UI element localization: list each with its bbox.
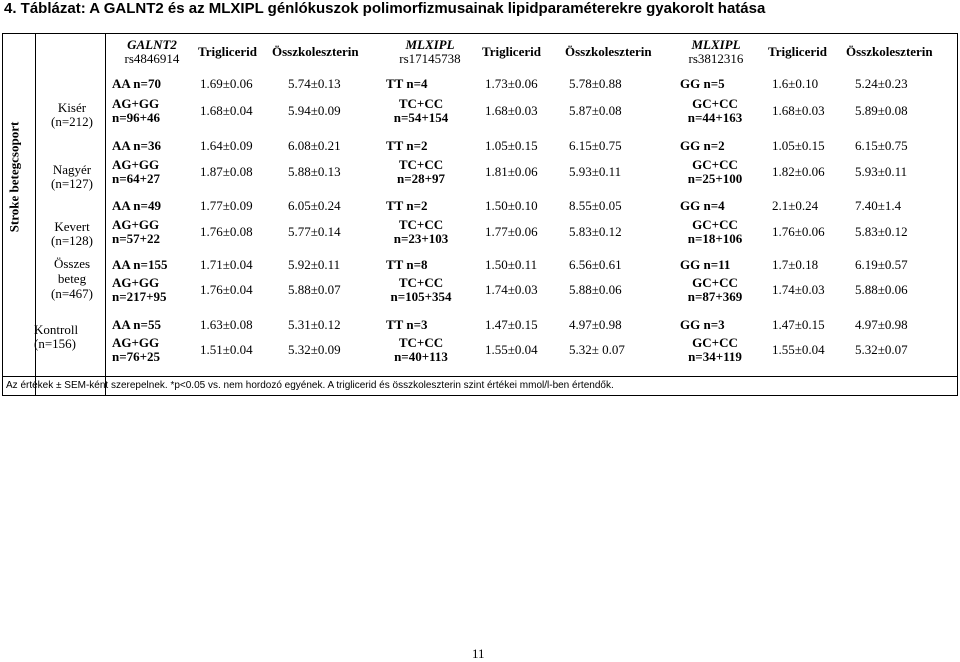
gene2-name: MLXIPL [405,37,455,52]
footnote-divider [2,376,958,377]
value-cell: 5.88±0.06 [855,282,908,297]
value-cell: 1.55±0.04 [772,342,825,357]
table-title: 4. Táblázat: A GALNT2 és az MLXIPL génlókuszok polimorfizmusainak lipidparaméterekre gyakorolt hatása [4,0,766,17]
value-cell: 1.81±0.06 [485,164,538,179]
value-cell: 1.64±0.09 [200,138,253,153]
col-chol-1: Összkoleszterin [272,44,359,59]
genotype-cell: TT n=2 [386,138,428,153]
genotype-cell: TC+CC n=54+154 [393,96,449,125]
value-cell: 1.77±0.06 [485,224,538,239]
genotype-cell: TT n=4 [386,76,428,91]
genotype-cell: GC+CC n=18+106 [687,217,743,246]
value-cell: 2.1±0.24 [772,198,819,213]
genotype-cell: GC+CC n=87+369 [687,275,743,304]
value-cell: 8.55±0.05 [569,198,622,213]
genotype-cell: GG n=3 [680,317,725,332]
value-cell: 5.88±0.07 [288,282,341,297]
genotype-cell: AA n=155 [112,257,168,272]
value-cell: 5.74±0.13 [288,76,341,91]
value-cell: 1.68±0.03 [485,103,538,118]
value-cell: 1.82±0.06 [772,164,825,179]
genotype-cell: TC+CC n=23+103 [393,217,449,246]
genotype-cell: AG+GG n=76+25 [112,335,161,364]
col-tg-2: Triglicerid [482,44,541,59]
value-cell: 1.50±0.11 [485,257,538,272]
col-chol-2: Összkoleszterin [565,44,652,59]
value-cell: 1.76±0.04 [200,282,253,297]
side-label: Stroke betegcsoport [6,121,22,233]
value-cell: 5.83±0.12 [569,224,622,239]
genotype-cell: GC+CC n=25+100 [687,157,743,186]
value-cell: 1.76±0.06 [772,224,825,239]
genotype-cell: GG n=11 [680,257,731,272]
value-cell: 5.32± 0.07 [569,342,625,357]
value-cell: 5.31±0.12 [288,317,341,332]
genotype-cell: AG+GG n=57+22 [112,217,161,246]
genotype-cell: AA n=55 [112,317,161,332]
genotype-cell: AA n=36 [112,138,161,153]
value-cell: 6.08±0.21 [288,138,341,153]
value-cell: 1.68±0.04 [200,103,253,118]
group-label: Nagyér (n=127) [51,162,93,191]
group-label: Kisér (n=212) [51,100,93,129]
gene3-rs: rs3812316 [688,51,744,66]
genotype-cell: GC+CC n=34+119 [688,335,742,364]
genotype-cell: TC+CC n=105+354 [390,275,452,304]
value-cell: 1.7±0.18 [772,257,819,272]
value-cell: 1.63±0.08 [200,317,253,332]
value-cell: 1.51±0.04 [200,342,253,357]
col-tg-1: Triglicerid [198,44,257,59]
group-label: Összes beteg (n=467) [51,256,93,301]
genotype-cell: TT n=8 [386,257,428,272]
value-cell: 5.93±0.11 [569,164,622,179]
genotype-cell: GG n=2 [680,138,725,153]
value-cell: 1.74±0.03 [772,282,825,297]
value-cell: 1.05±0.15 [772,138,825,153]
value-cell: 1.71±0.04 [200,257,253,272]
genotype-cell: AG+GG n=217+95 [112,275,167,304]
genotype-cell: TT n=2 [386,198,428,213]
value-cell: 6.56±0.61 [569,257,622,272]
genotype-cell: GC+CC n=44+163 [687,96,743,125]
col-divider-groups [105,33,106,396]
genotype-cell: AG+GG n=96+46 [112,96,161,125]
genotype-cell: AG+GG n=64+27 [112,157,161,186]
value-cell: 5.88±0.06 [569,282,622,297]
value-cell: 6.19±0.57 [855,257,908,272]
value-cell: 1.50±0.10 [485,198,538,213]
gene1-rs: rs4846914 [124,51,180,66]
value-cell: 1.87±0.08 [200,164,253,179]
col-tg-3: Triglicerid [768,44,827,59]
value-cell: 5.92±0.11 [288,257,341,272]
value-cell: 5.93±0.11 [855,164,908,179]
value-cell: 1.73±0.06 [485,76,538,91]
value-cell: 5.88±0.13 [288,164,341,179]
value-cell: 5.32±0.09 [288,342,341,357]
value-cell: 5.87±0.08 [569,103,622,118]
group-label: Kevert (n=128) [51,219,93,248]
gene3-name: MLXIPL [691,37,741,52]
genotype-cell: TC+CC n=28+97 [396,157,446,186]
value-cell: 5.94±0.09 [288,103,341,118]
genotype-cell: TC+CC n=40+113 [394,335,448,364]
value-cell: 5.32±0.07 [855,342,908,357]
group-label: Kontroll (n=156) [34,322,79,351]
genotype-cell: AA n=70 [112,76,161,91]
value-cell: 5.89±0.08 [855,103,908,118]
page-number: 11 [472,646,485,661]
value-cell: 6.15±0.75 [569,138,622,153]
genotype-cell: GG n=4 [680,198,725,213]
value-cell: 7.40±1.4 [855,198,902,213]
value-cell: 1.6±0.10 [772,76,819,91]
value-cell: 6.05±0.24 [288,198,341,213]
genotype-cell: AA n=49 [112,198,161,213]
genotype-cell: GG n=5 [680,76,725,91]
value-cell: 5.78±0.88 [569,76,622,91]
value-cell: 1.77±0.09 [200,198,253,213]
value-cell: 1.69±0.06 [200,76,253,91]
value-cell: 1.76±0.08 [200,224,253,239]
genotype-cell: TT n=3 [386,317,428,332]
value-cell: 1.05±0.15 [485,138,538,153]
col-chol-3: Összkoleszterin [846,44,933,59]
gene2-rs: rs17145738 [399,51,461,66]
gene1-name: GALNT2 [127,37,177,52]
value-cell: 6.15±0.75 [855,138,908,153]
value-cell: 4.97±0.98 [855,317,908,332]
value-cell: 5.77±0.14 [288,224,341,239]
value-cell: 5.24±0.23 [855,76,908,91]
value-cell: 1.74±0.03 [485,282,538,297]
value-cell: 1.55±0.04 [485,342,538,357]
footnote: Az értékek ± SEM-ként szerepelnek. *p<0.05 vs. nem hordozó egyének. A triglicerid és összkoleszterin szint értékei mmol/l-ben értendők. [6,380,614,391]
value-cell: 1.68±0.03 [772,103,825,118]
value-cell: 1.47±0.15 [485,317,538,332]
value-cell: 1.47±0.15 [772,317,825,332]
value-cell: 5.83±0.12 [855,224,908,239]
value-cell: 4.97±0.98 [569,317,622,332]
